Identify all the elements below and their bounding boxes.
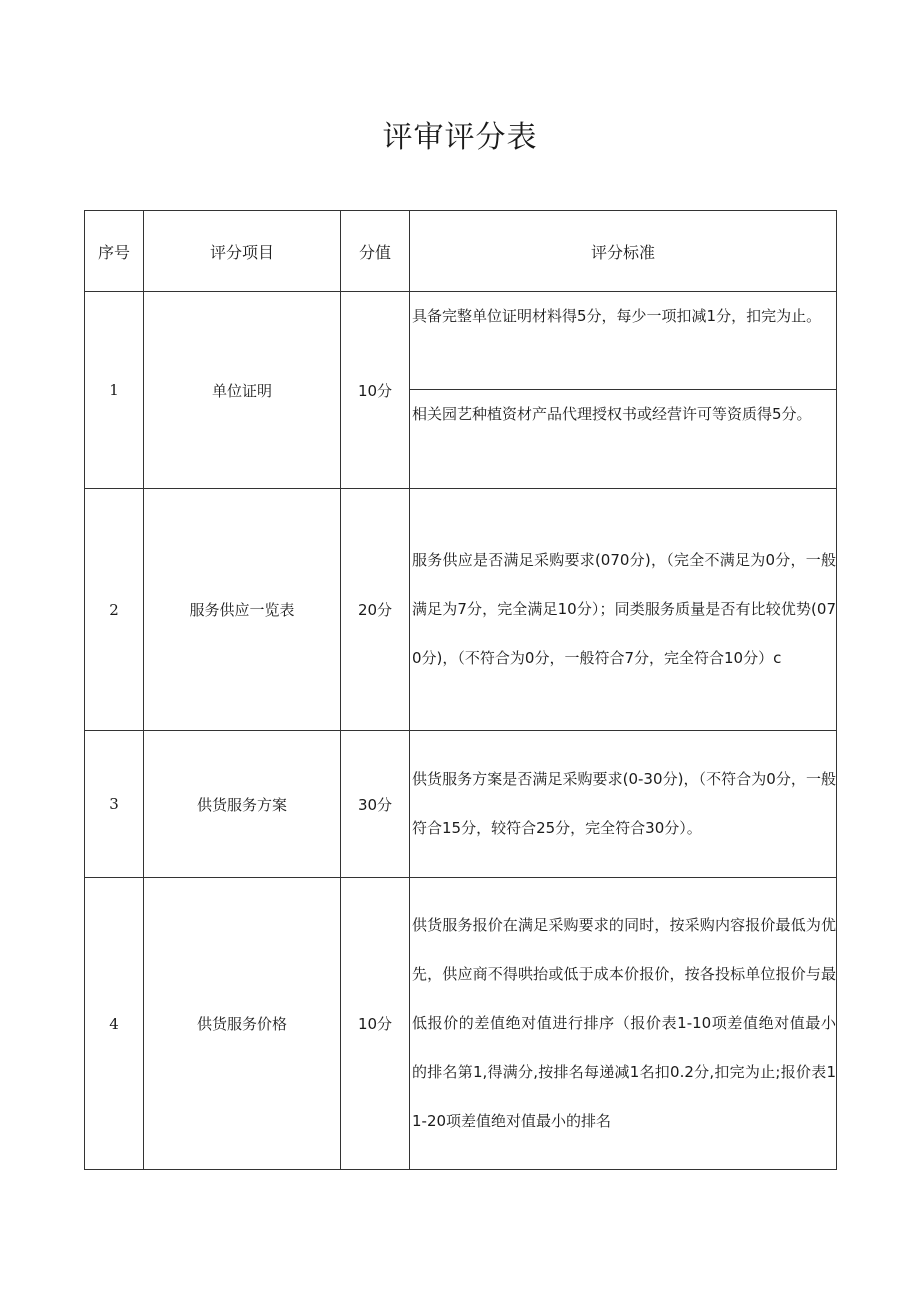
header-serial: 序号 bbox=[85, 211, 144, 292]
row-serial: 4 bbox=[85, 878, 144, 1170]
row-score: 30分 bbox=[341, 731, 410, 878]
criteria-text: 服务供应是否满足采购要求(070分)，（完全不满足为0分，一般满足为7分，完全满足10分）；同类服务质量是否有比较优势(070分)，（不符合为0分，一般符合7分，完全符合10分）c bbox=[412, 551, 836, 667]
criteria-text: 供货服务报价在满足采购要求的同时，按采购内容报价最低为优先，供应商不得哄抬或低于成本价报价，按各投标单位报价与最低报价的差值绝对值进行排序（报价表1-10项差值绝对值最小的排名第1,得满分,按排名每递减1名扣0.2分,扣完为止;报价表11-20项差值绝对值最小的排名 bbox=[412, 916, 836, 1130]
header-score: 分值 bbox=[341, 211, 410, 292]
table-row bbox=[85, 731, 837, 878]
row-serial: 2 bbox=[85, 489, 144, 731]
page-title: 评审评分表 bbox=[382, 120, 538, 155]
table-row bbox=[85, 878, 837, 1170]
criteria-text: 相关园艺种植资材产品代理授权书或经营许可等资质得5分。 bbox=[412, 405, 812, 423]
row-serial: 3 bbox=[85, 731, 144, 878]
row-criteria bbox=[410, 292, 837, 489]
criteria-text: 供货服务方案是否满足采购要求(0-30分)，（不符合为0分，一般符合15分，较符合25分，完全符合30分）。 bbox=[412, 770, 836, 837]
row-criteria bbox=[410, 731, 837, 878]
row-criteria bbox=[410, 878, 837, 1170]
row-score: 20分 bbox=[341, 489, 410, 731]
row-item: 供货服务方案 bbox=[144, 731, 341, 878]
header-item: 评分项目 bbox=[144, 211, 341, 292]
row-item: 单位证明 bbox=[144, 292, 341, 489]
table-row bbox=[85, 489, 837, 731]
row-serial: 1 bbox=[85, 292, 144, 489]
header-criteria: 评分标准 bbox=[410, 211, 837, 292]
table-row bbox=[85, 292, 837, 489]
row-item: 供货服务价格 bbox=[144, 878, 341, 1170]
criteria-text: 具备完整单位证明材料得5分，每少一项扣减1分，扣完为止。 bbox=[410, 292, 836, 390]
row-score: 10分 bbox=[341, 292, 410, 489]
row-criteria bbox=[410, 489, 837, 731]
table-header-row bbox=[85, 211, 837, 292]
scoring-table bbox=[84, 210, 837, 1170]
row-score: 10分 bbox=[341, 878, 410, 1170]
row-item: 服务供应一览表 bbox=[144, 489, 341, 731]
